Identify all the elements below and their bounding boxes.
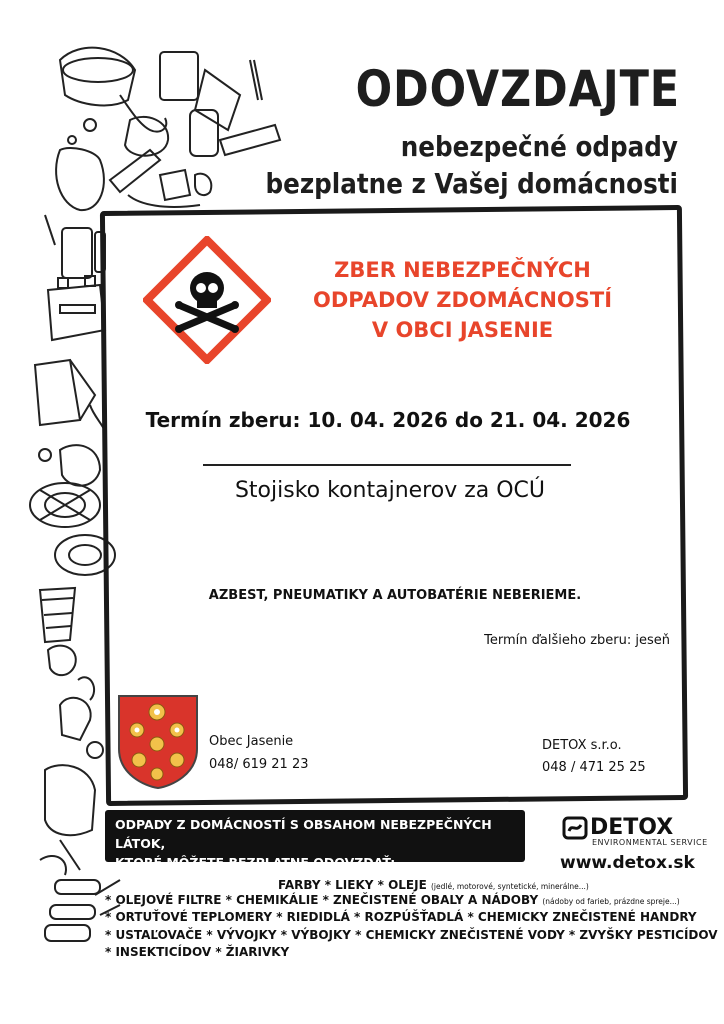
waste-list-line1 bbox=[278, 878, 589, 892]
detox-website-link[interactable]: www.detox.sk bbox=[560, 853, 695, 873]
waste-types-banner-text bbox=[115, 815, 515, 872]
municipality-name: Obec Jasenie bbox=[209, 734, 294, 749]
page-title: ODOVZDAJTE bbox=[355, 60, 680, 118]
company-phone: 048 / 471 25 25 bbox=[542, 760, 646, 775]
municipality-phone: 048/ 619 21 23 bbox=[209, 757, 309, 772]
page-subtitle-line1: nebezpečné odpady bbox=[400, 130, 678, 163]
waste-list-line2 bbox=[105, 893, 680, 907]
divider bbox=[203, 464, 571, 466]
detox-logo bbox=[562, 815, 682, 853]
waste-list-line5: * INSEKTICÍDOV * ŽIARIVKY bbox=[105, 945, 290, 959]
waste-list-line1-note: (jedlé, motorové, syntetické, minerálne...) bbox=[430, 882, 589, 891]
red-title-line1: ZBER NEBEZPEČNÝCH bbox=[334, 258, 591, 282]
municipality-coat-of-arms bbox=[117, 694, 199, 790]
waste-list-line2-text: * OLEJOVÉ FILTRE * CHEMIKÁLIE * ZNEČISTENÉ OBALY A NÁDOBY bbox=[105, 893, 539, 907]
collection-term: Termín zberu: 10. 04. 2026 do 21. 04. 2026 bbox=[145, 408, 631, 432]
banner-line1: ODPADY Z DOMÁCNOSTÍ S OBSAHOM NEBEZPEČNÝCH LÁTOK, bbox=[115, 817, 492, 851]
detox-logo-subtitle: ENVIRONMENTAL SERVICE bbox=[592, 838, 708, 847]
red-title-line3: V OBCI JASENIE bbox=[371, 318, 554, 342]
banner-line2: KTORÉ MÔŽETE BEZPLATNE ODOVZDAŤ: bbox=[115, 855, 396, 870]
next-collection-note: Termín ďalšieho zberu: jeseň bbox=[484, 633, 670, 648]
waste-list-line2-note: (nádoby od farieb, prázdne spreje...) bbox=[542, 897, 680, 906]
skull-crossbones-hazard-icon bbox=[143, 236, 271, 364]
collection-location: Stojisko kontajnerov za OCÚ bbox=[234, 478, 546, 503]
not-accepted-notice: AZBEST, PNEUMATIKY A AUTOBATÉRIE NEBERIEME. bbox=[208, 588, 582, 603]
waste-list-line4: * USTAĽOVAČE * VÝVOJKY * VÝBOJKY * CHEMICKY ZNEČISTENÉ VODY * ZVYŠKY PESTICÍDOV bbox=[105, 928, 718, 942]
notice-red-title bbox=[290, 255, 635, 345]
waste-list-line1-text: FARBY * LIEKY * OLEJE bbox=[278, 878, 427, 892]
waste-list-line3: * ORTUŤOVÉ TEPLOMERY * RIEDIDLÁ * ROZPÚŠŤADLÁ * CHEMICKY ZNEČISTENÉ HANDRY bbox=[105, 910, 697, 924]
red-title-line2: ODPADOV ZDOMÁCNOSTÍ bbox=[312, 288, 613, 312]
page-subtitle-line2: bezplatne z Vašej domácnosti bbox=[265, 167, 678, 200]
detox-logo-text: DETOX bbox=[590, 815, 674, 840]
company-name: DETOX s.r.o. bbox=[542, 738, 622, 753]
